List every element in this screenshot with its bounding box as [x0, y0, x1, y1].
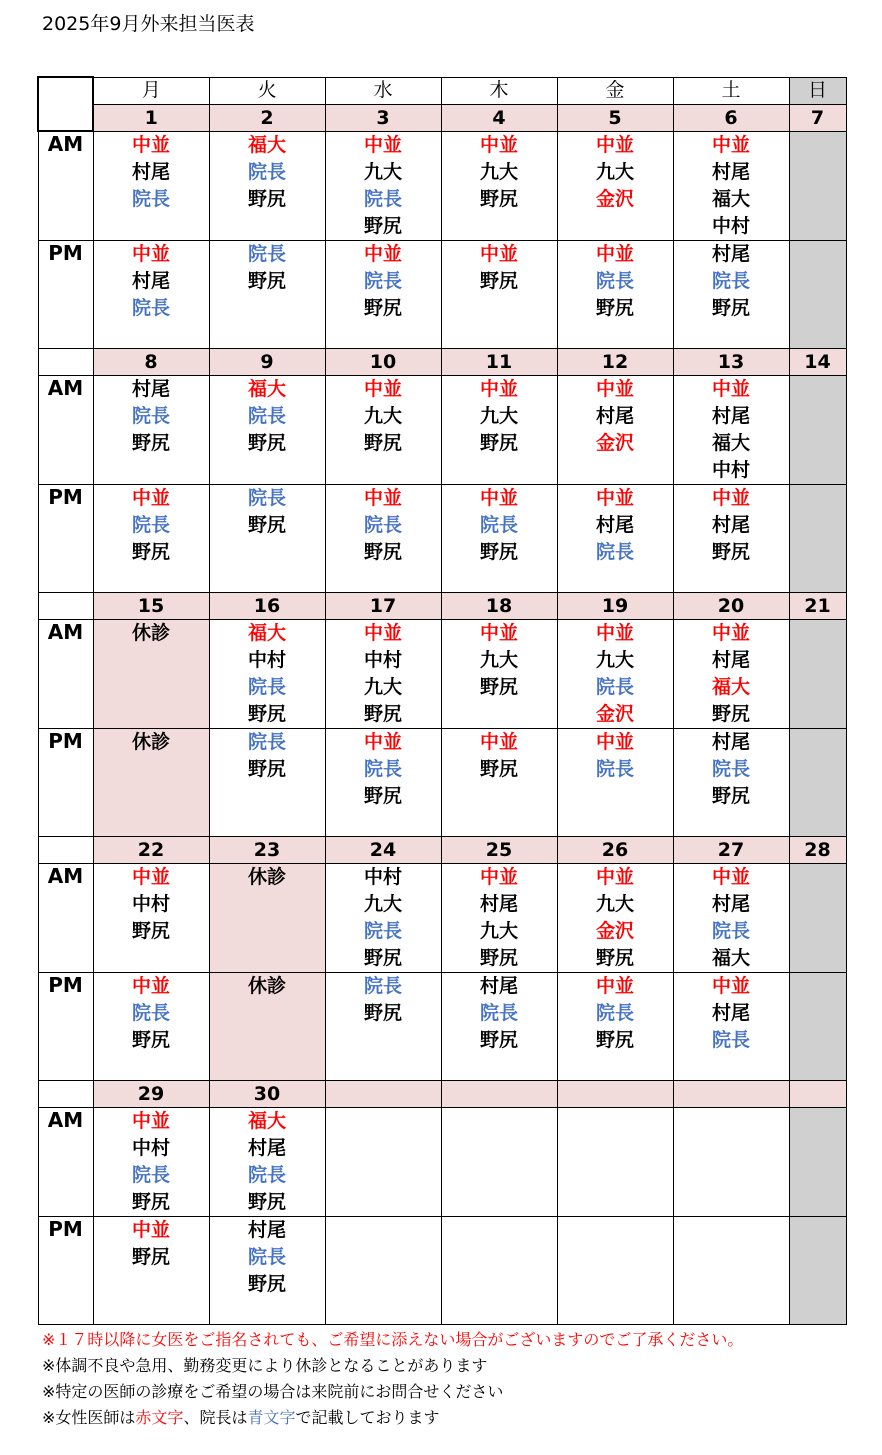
- am-slot: [93, 1107, 209, 1216]
- doctor-name: 院長: [247, 675, 286, 698]
- pm-slot: [93, 484, 209, 592]
- doctor-name: 中並: [711, 865, 750, 888]
- doctor-name: 野尻: [247, 1190, 286, 1213]
- date-cell: [325, 1080, 441, 1107]
- doctor-name: 院長: [595, 269, 634, 292]
- doctor-name: 中並: [479, 865, 518, 888]
- date-cell: 3: [325, 104, 441, 131]
- doctor-name: 院長: [131, 1163, 170, 1186]
- date-cell: 30: [209, 1080, 325, 1107]
- doctor-name: 九大: [479, 160, 518, 183]
- note-line: [42, 1379, 743, 1405]
- doctor-name: 野尻: [479, 187, 518, 210]
- doctor-name: 福大: [711, 946, 750, 969]
- doctor-name: 院長: [247, 242, 286, 265]
- doctor-name: 福大: [247, 133, 286, 156]
- am-slot: [557, 863, 673, 972]
- doctor-name: 九大: [363, 892, 402, 915]
- pm-slot: [325, 972, 441, 1080]
- doctor-name: 中村: [131, 892, 170, 915]
- doctor-schedule-table: [37, 76, 845, 1319]
- date-cell: [557, 1080, 673, 1107]
- pm-slot: [93, 972, 209, 1080]
- am-slot: [93, 863, 209, 972]
- pm-slot: [441, 240, 557, 348]
- doctor-name: 村尾: [711, 513, 750, 536]
- doctor-name: 中並: [595, 865, 634, 888]
- doctor-name: 野尻: [131, 1245, 170, 1268]
- doctor-name: 中並: [595, 133, 634, 156]
- doctor-name: 村尾: [131, 160, 170, 183]
- doctor-name: 野尻: [131, 431, 170, 454]
- pm-slot: [209, 1216, 325, 1324]
- am-slot: [93, 131, 209, 240]
- am-slot: [209, 863, 325, 972]
- pm-slot: [93, 1216, 209, 1324]
- doctor-name: 中並: [363, 133, 402, 156]
- doctor-name: 野尻: [479, 431, 518, 454]
- pm-slot: [441, 972, 557, 1080]
- am-slot: [789, 131, 846, 240]
- am-slot: [93, 375, 209, 484]
- doctor-name: 九大: [595, 892, 634, 915]
- doctor-name: 野尻: [711, 540, 750, 563]
- doctor-name: 院長: [247, 730, 286, 753]
- pm-label: PM: [38, 484, 93, 592]
- doctor-name: 中並: [595, 621, 634, 644]
- doctor-name: 野尻: [247, 1272, 286, 1295]
- doctor-name: 野尻: [131, 1028, 170, 1051]
- date-cell: 4: [441, 104, 557, 131]
- doctor-name: 中並: [595, 974, 634, 997]
- date-cell: 1: [93, 104, 209, 131]
- doctor-name: 中並: [131, 974, 170, 997]
- pm-slot: [325, 728, 441, 836]
- doctor-name: 野尻: [363, 1001, 402, 1024]
- doctor-name: 金沢: [595, 919, 634, 942]
- am-slot: [557, 375, 673, 484]
- note-text: 赤文字: [135, 1408, 184, 1427]
- date-cell: 20: [673, 592, 789, 619]
- weekday-header: 木: [441, 77, 557, 104]
- doctor-name: 中村: [711, 214, 750, 237]
- doctor-name: 野尻: [131, 1190, 170, 1213]
- doctor-name: 中並: [595, 730, 634, 753]
- doctor-name: 中並: [131, 1218, 170, 1241]
- pm-slot: [209, 972, 325, 1080]
- date-cell: 14: [789, 348, 846, 375]
- am-slot: [673, 619, 789, 728]
- doctor-name: 野尻: [711, 702, 750, 725]
- doctor-name: 野尻: [595, 1028, 634, 1051]
- doctor-name: 村尾: [711, 648, 750, 671]
- note-line: [42, 1353, 743, 1379]
- doctor-name: 院長: [595, 540, 634, 563]
- pm-slot: [673, 728, 789, 836]
- doctor-name: 中並: [479, 242, 518, 265]
- doctor-name: 九大: [363, 675, 402, 698]
- doctor-name: 野尻: [479, 269, 518, 292]
- closed-label: 休診: [247, 865, 286, 888]
- pm-slot: [557, 484, 673, 592]
- am-slot: [209, 131, 325, 240]
- doctor-name: 院長: [363, 919, 402, 942]
- doctor-name: 中並: [711, 974, 750, 997]
- doctor-name: 村尾: [247, 1218, 286, 1241]
- doctor-name: 院長: [247, 486, 286, 509]
- date-cell: [673, 1080, 789, 1107]
- am-slot: [673, 1107, 789, 1216]
- doctor-name: 九大: [363, 404, 402, 427]
- doctor-name: 村尾: [595, 513, 634, 536]
- note-text: ※１７時以降に女医をご指名されても、ご希望に添えない場合がございますのでご了承ください。: [42, 1330, 744, 1349]
- date-cell: 28: [789, 836, 846, 863]
- weekday-header: 土: [673, 77, 789, 104]
- am-slot: [325, 131, 441, 240]
- pm-slot: [557, 240, 673, 348]
- doctor-name: 村尾: [711, 160, 750, 183]
- doctor-name: 福大: [711, 431, 750, 454]
- doctor-name: 野尻: [479, 1028, 518, 1051]
- doctor-name: 九大: [595, 160, 634, 183]
- pm-slot: [789, 1216, 846, 1324]
- am-slot: [673, 863, 789, 972]
- notes: [42, 1327, 743, 1431]
- doctor-name: 中並: [479, 133, 518, 156]
- week-label-cell: [38, 836, 93, 863]
- am-slot: [209, 619, 325, 728]
- pm-slot: [789, 240, 846, 348]
- doctor-name: 野尻: [363, 784, 402, 807]
- doctor-name: 中並: [131, 486, 170, 509]
- doctor-name: 中並: [711, 377, 750, 400]
- note-line: [42, 1405, 743, 1431]
- doctor-name: 中村: [131, 1136, 170, 1159]
- doctor-name: 村尾: [711, 730, 750, 753]
- am-slot: [789, 1107, 846, 1216]
- doctor-name: 院長: [595, 1001, 634, 1024]
- doctor-name: 野尻: [247, 757, 286, 780]
- am-slot: [325, 1107, 441, 1216]
- note-text: ※特定の医師の診療をご希望の場合は来院前にお問合せください: [42, 1382, 504, 1401]
- doctor-name: 野尻: [363, 540, 402, 563]
- doctor-name: 中並: [363, 621, 402, 644]
- doctor-name: 野尻: [247, 431, 286, 454]
- doctor-name: 中並: [363, 377, 402, 400]
- doctor-name: 院長: [363, 974, 402, 997]
- doctor-name: 院長: [131, 296, 170, 319]
- doctor-name: 村尾: [711, 242, 750, 265]
- doctor-name: 院長: [131, 404, 170, 427]
- weekday-header: 日: [789, 77, 846, 104]
- doctor-name: 中並: [363, 242, 402, 265]
- am-slot: [441, 1107, 557, 1216]
- doctor-name: 村尾: [479, 892, 518, 915]
- doctor-name: 中並: [131, 865, 170, 888]
- date-cell: 10: [325, 348, 441, 375]
- doctor-name: 野尻: [247, 269, 286, 292]
- pm-slot: [557, 728, 673, 836]
- weekday-header: 月: [93, 77, 209, 104]
- date-cell: 12: [557, 348, 673, 375]
- note-text: 青文字: [247, 1408, 296, 1427]
- pm-slot: [441, 484, 557, 592]
- week-label-cell: [38, 348, 93, 375]
- doctor-name: 村尾: [247, 1136, 286, 1159]
- date-cell: 2: [209, 104, 325, 131]
- doctor-name: 中並: [479, 377, 518, 400]
- doctor-name: 院長: [711, 269, 750, 292]
- am-slot: [209, 375, 325, 484]
- date-cell: [441, 1080, 557, 1107]
- pm-slot: [93, 728, 209, 836]
- am-slot: [441, 863, 557, 972]
- doctor-name: 野尻: [595, 296, 634, 319]
- weekday-header: 水: [325, 77, 441, 104]
- doctor-name: 村尾: [595, 404, 634, 427]
- doctor-name: 中並: [595, 242, 634, 265]
- doctor-name: 村尾: [711, 404, 750, 427]
- doctor-name: 院長: [595, 757, 634, 780]
- doctor-name: 中並: [479, 621, 518, 644]
- am-label: AM: [38, 1107, 93, 1216]
- doctor-name: 中並: [479, 486, 518, 509]
- pm-slot: [325, 240, 441, 348]
- doctor-name: 村尾: [711, 892, 750, 915]
- doctor-name: 院長: [247, 1163, 286, 1186]
- pm-slot: [673, 484, 789, 592]
- doctor-name: 野尻: [131, 540, 170, 563]
- date-cell: 19: [557, 592, 673, 619]
- pm-slot: [789, 972, 846, 1080]
- pm-slot: [441, 1216, 557, 1324]
- doctor-name: 中村: [247, 648, 286, 671]
- date-cell: 15: [93, 592, 209, 619]
- pm-slot: [557, 1216, 673, 1324]
- doctor-name: 中村: [363, 865, 402, 888]
- am-slot: [93, 619, 209, 728]
- am-label: AM: [38, 131, 93, 240]
- doctor-name: 中並: [711, 486, 750, 509]
- pm-slot: [209, 240, 325, 348]
- doctor-name: 野尻: [595, 946, 634, 969]
- doctor-name: 福大: [247, 377, 286, 400]
- corner-cell: [38, 77, 93, 131]
- pm-slot: [441, 728, 557, 836]
- closed-label: 休診: [131, 621, 170, 644]
- pm-slot: [789, 484, 846, 592]
- note-line: [42, 1327, 743, 1353]
- doctor-name: 院長: [711, 1028, 750, 1051]
- note-text: ※体調不良や急用、勤務変更により休診となることがあります: [42, 1356, 488, 1375]
- doctor-name: 野尻: [363, 702, 402, 725]
- date-cell: 26: [557, 836, 673, 863]
- doctor-name: 野尻: [479, 757, 518, 780]
- doctor-name: 村尾: [711, 1001, 750, 1024]
- am-slot: [557, 619, 673, 728]
- doctor-name: 院長: [595, 675, 634, 698]
- doctor-name: 野尻: [363, 296, 402, 319]
- doctor-name: 九大: [479, 919, 518, 942]
- am-slot: [209, 1107, 325, 1216]
- doctor-name: 院長: [247, 1245, 286, 1268]
- pm-label: PM: [38, 972, 93, 1080]
- doctor-name: 中並: [711, 133, 750, 156]
- page-title: 2025年9月外来担当医表: [42, 13, 255, 35]
- date-cell: 25: [441, 836, 557, 863]
- doctor-name: 中村: [363, 648, 402, 671]
- doctor-name: 福大: [247, 621, 286, 644]
- doctor-name: 院長: [131, 513, 170, 536]
- pm-label: PM: [38, 240, 93, 348]
- doctor-name: 院長: [247, 160, 286, 183]
- pm-slot: [557, 972, 673, 1080]
- date-cell: 29: [93, 1080, 209, 1107]
- note-text: で記載しております: [295, 1408, 440, 1427]
- doctor-name: 中並: [595, 377, 634, 400]
- doctor-name: 院長: [363, 757, 402, 780]
- week-label-cell: [38, 1080, 93, 1107]
- date-cell: 8: [93, 348, 209, 375]
- am-slot: [557, 1107, 673, 1216]
- doctor-name: 中並: [363, 730, 402, 753]
- doctor-name: 院長: [711, 919, 750, 942]
- doctor-name: 中並: [363, 486, 402, 509]
- doctor-name: 野尻: [363, 214, 402, 237]
- doctor-name: 九大: [479, 404, 518, 427]
- doctor-name: 金沢: [595, 431, 634, 454]
- closed-label: 休診: [247, 974, 286, 997]
- pm-label: PM: [38, 728, 93, 836]
- date-cell: 11: [441, 348, 557, 375]
- doctor-name: 金沢: [595, 187, 634, 210]
- doctor-name: 福大: [711, 187, 750, 210]
- date-cell: 21: [789, 592, 846, 619]
- doctor-name: 野尻: [247, 513, 286, 536]
- doctor-name: 中並: [131, 1109, 170, 1132]
- doctor-name: 中並: [711, 621, 750, 644]
- weekday-header: 金: [557, 77, 673, 104]
- doctor-name: 院長: [711, 757, 750, 780]
- doctor-name: 村尾: [131, 377, 170, 400]
- closed-label: 休診: [131, 730, 170, 753]
- doctor-name: 中並: [131, 242, 170, 265]
- date-cell: 16: [209, 592, 325, 619]
- am-label: AM: [38, 863, 93, 972]
- pm-slot: [673, 1216, 789, 1324]
- date-cell: 9: [209, 348, 325, 375]
- doctor-name: 野尻: [711, 296, 750, 319]
- date-cell: 5: [557, 104, 673, 131]
- doctor-name: 野尻: [479, 946, 518, 969]
- am-slot: [789, 619, 846, 728]
- doctor-name: 野尻: [247, 187, 286, 210]
- pm-label: PM: [38, 1216, 93, 1324]
- doctor-name: 院長: [363, 513, 402, 536]
- doctor-name: 院長: [363, 269, 402, 292]
- doctor-name: 院長: [363, 187, 402, 210]
- note-text: ※女性医師は: [42, 1408, 136, 1427]
- doctor-name: 野尻: [711, 784, 750, 807]
- doctor-name: 野尻: [131, 919, 170, 942]
- am-slot: [673, 375, 789, 484]
- doctor-name: 野尻: [479, 675, 518, 698]
- date-cell: 13: [673, 348, 789, 375]
- am-slot: [557, 131, 673, 240]
- doctor-name: 院長: [131, 1001, 170, 1024]
- am-slot: [441, 619, 557, 728]
- weekday-header: 火: [209, 77, 325, 104]
- doctor-name: 野尻: [363, 946, 402, 969]
- pm-slot: [209, 728, 325, 836]
- doctor-name: 野尻: [479, 540, 518, 563]
- doctor-name: 福大: [247, 1109, 286, 1132]
- date-cell: 6: [673, 104, 789, 131]
- doctor-name: 野尻: [363, 431, 402, 454]
- week-label-cell: [38, 592, 93, 619]
- pm-slot: [325, 484, 441, 592]
- am-slot: [325, 863, 441, 972]
- doctor-name: 九大: [595, 648, 634, 671]
- date-cell: 27: [673, 836, 789, 863]
- date-cell: [789, 1080, 846, 1107]
- doctor-name: 中村: [711, 458, 750, 481]
- doctor-name: 院長: [479, 513, 518, 536]
- am-slot: [325, 375, 441, 484]
- doctor-name: 金沢: [595, 702, 634, 725]
- am-slot: [673, 131, 789, 240]
- pm-slot: [325, 1216, 441, 1324]
- date-cell: 17: [325, 592, 441, 619]
- am-slot: [789, 375, 846, 484]
- doctor-name: 九大: [363, 160, 402, 183]
- doctor-name: 院長: [131, 187, 170, 210]
- date-cell: 22: [93, 836, 209, 863]
- pm-slot: [789, 728, 846, 836]
- pm-slot: [673, 972, 789, 1080]
- am-slot: [325, 619, 441, 728]
- doctor-name: 野尻: [247, 702, 286, 725]
- doctor-name: 中並: [479, 730, 518, 753]
- doctor-name: 院長: [247, 404, 286, 427]
- note-text: 、院長は: [183, 1408, 248, 1427]
- am-slot: [441, 131, 557, 240]
- am-slot: [789, 863, 846, 972]
- doctor-name: 福大: [711, 675, 750, 698]
- am-label: AM: [38, 375, 93, 484]
- doctor-name: 中並: [131, 133, 170, 156]
- am-label: AM: [38, 619, 93, 728]
- doctor-name: 村尾: [479, 974, 518, 997]
- am-slot: [441, 375, 557, 484]
- doctor-name: 村尾: [131, 269, 170, 292]
- pm-slot: [673, 240, 789, 348]
- doctor-name: 中並: [595, 486, 634, 509]
- doctor-name: 九大: [479, 648, 518, 671]
- date-cell: 23: [209, 836, 325, 863]
- doctor-name: 院長: [479, 1001, 518, 1024]
- date-cell: 7: [789, 104, 846, 131]
- pm-slot: [209, 484, 325, 592]
- pm-slot: [93, 240, 209, 348]
- date-cell: 18: [441, 592, 557, 619]
- date-cell: 24: [325, 836, 441, 863]
